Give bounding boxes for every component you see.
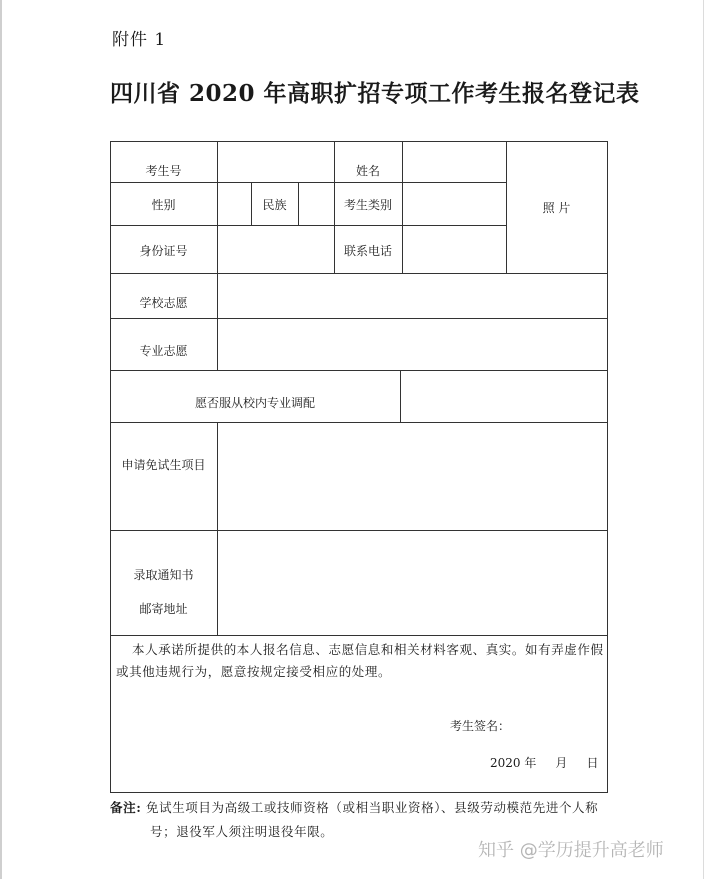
column-divider bbox=[402, 141, 403, 273]
watermark-text: 知乎 @学历提升高老师 bbox=[478, 840, 664, 861]
candidate-category-label: 考生类别 bbox=[343, 197, 392, 212]
row-divider bbox=[110, 318, 608, 319]
row-divider bbox=[110, 225, 506, 226]
footnote-line1: 免试生项目为高级工或技师资格（或相当职业资格）、县级劳动模范先进个人称 bbox=[141, 800, 599, 815]
school-preference-label: 学校志愿 bbox=[139, 295, 188, 310]
column-divider bbox=[298, 182, 299, 225]
footnote-line2: 号；退役军人须注明退役年限。 bbox=[150, 824, 334, 839]
row-divider bbox=[110, 635, 608, 636]
ethnicity-label: 民族 bbox=[262, 197, 287, 212]
column-divider bbox=[217, 273, 218, 370]
id-number-label: 身份证号 bbox=[139, 243, 188, 258]
watermark bbox=[478, 836, 664, 862]
column-divider bbox=[217, 141, 218, 273]
mailing-label-line2: 邮寄地址 bbox=[139, 601, 188, 616]
row-divider bbox=[110, 422, 608, 423]
major-preference-label: 专业志愿 bbox=[139, 343, 188, 358]
attachment-label: 附件 1 bbox=[112, 30, 167, 50]
column-divider bbox=[217, 422, 218, 635]
adjustment-consent-label: 愿否服从校内专业调配 bbox=[194, 395, 315, 410]
signature-label: 考生签名： bbox=[450, 719, 511, 733]
name-label: 姓名 bbox=[355, 163, 380, 178]
row-divider bbox=[110, 370, 608, 371]
table-border-bottom bbox=[110, 792, 608, 793]
phone-label: 联系电话 bbox=[343, 243, 392, 258]
footnote-prefix: 备注: bbox=[110, 800, 142, 815]
row-divider bbox=[110, 273, 608, 274]
document-title: 四川省 2020 年高职扩招专项工作考生报名登记表 bbox=[110, 80, 640, 107]
signature-date: 2020 年 月 日 bbox=[490, 756, 599, 770]
column-divider bbox=[400, 370, 401, 422]
gender-label: 性别 bbox=[151, 197, 176, 212]
registration-form-table bbox=[110, 141, 608, 793]
row-divider bbox=[110, 530, 608, 531]
photo-box: 照 片 bbox=[542, 200, 571, 215]
exemption-item-label: 申请免试生项目 bbox=[121, 457, 206, 472]
declaration-text: 本人承诺所提供的本人报名信息、志愿信息和相关材料客观、真实。如有弄虚作假或其他违规行为，愿意按规定接受相应的处理。 bbox=[116, 642, 604, 679]
table-border-right bbox=[607, 141, 608, 793]
exam-number-label: 考生号 bbox=[145, 163, 182, 178]
mailing-label-line1: 录取通知书 bbox=[133, 567, 194, 582]
scan-edge-left bbox=[0, 0, 2, 879]
